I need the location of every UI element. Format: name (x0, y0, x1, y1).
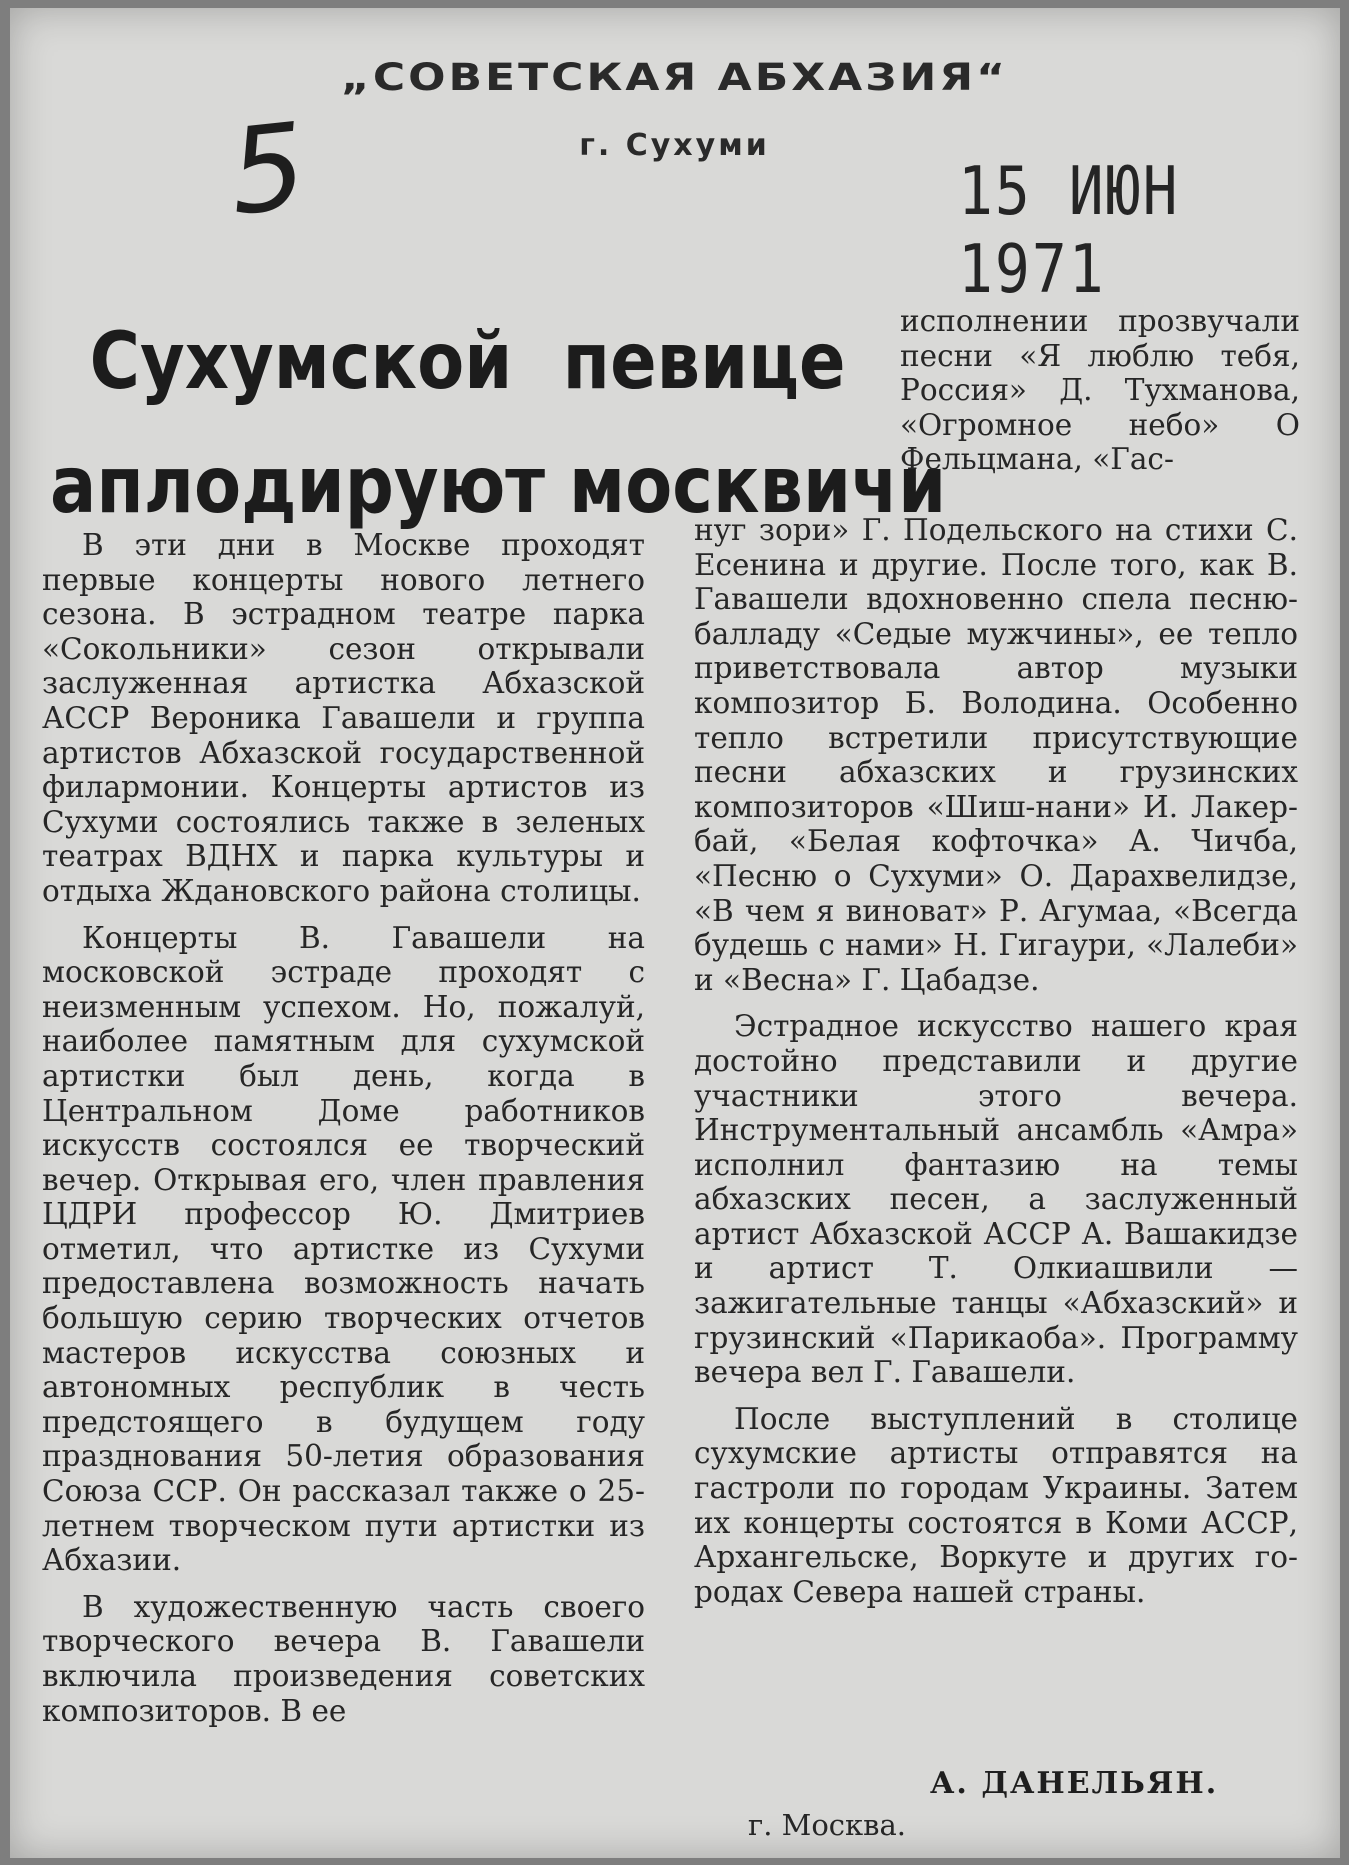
newspaper-name: „СОВЕТСКАЯ АБХАЗИЯ“ (340, 55, 1009, 100)
article-headline (50, 300, 947, 548)
article-paragraph: После выступлений в столице сухумские артисты отправятся на гастроли по городам Украины. Затем их концерты состоятся в Коми АССР, Архангельске, Воркуте и других городах Севера нашей страны. (694, 1401, 1298, 1609)
date-stamp: 15 ИЮН 1971 (958, 151, 1180, 309)
article-column-right-top (900, 304, 1300, 477)
headline-line-2: аплодируют москвичи (50, 441, 947, 531)
article-column-left (42, 528, 645, 1728)
article-paragraph: Эстрадное искусство нашего края достойно представили и другие участники этого вечера. Инструментальный ансамбль «Амра» исполнил фантазию на темы абхазских песен, а заслуженный артист Абхазской АССР А. Вашакидзе и артист Т. Олкиашвили — зажигательные танцы «Абхазский» и грузинский «Парикаоба». Программу вечера вел Г. Гавашели. (694, 1009, 1298, 1390)
article-paragraph: нуг зори» Г. Подельского на стихи С. Есенина и другие. После того, как В. Гавашели вдохновенно спела песню-балладу «Седые мужчины», ее тепло приветствовала автор музыки композитор Б. Володина. Особенно тепло встретили присутствующие песни абхазских и грузинских композиторов «Шиш-нани» И. Лакербай, «Белая кофточка» А. Чичба, «Песню о Сухуми» О. Дарахвелидзе, «В чем я виноват» Р. Агумаа, «Всегда будешь с нами» Н. Гигаури, «Лалеби» и «Весна» Г. Цабадзе. (694, 513, 1298, 997)
article-paragraph: В эти дни в Москве проходят первые концерты нового летнего сезона. В эстрадном театре парка «Сокольники» сезон открывали заслуженная артистка Абхазской АССР Вероника Гавашели и группа артистов Абхазской государственной филармонии. Концерты артистов из Сухуми состоялись также в зеленых театрах ВДНХ и парка культуры и отдыха Ждановского района столицы. (42, 528, 645, 908)
article-author: А. ДАНЕЛЬЯН. (930, 1766, 1219, 1801)
headline-line-1: Сухумской певице (89, 317, 846, 407)
article-column-right (694, 513, 1298, 1609)
dateline-city: г. Москва. (748, 1808, 906, 1842)
newspaper-city: г. Сухуми (579, 128, 770, 163)
article-paragraph: исполнении прозвучали песни «Я люблю тебя, Россия» Д. Тухманова, «Огромное небо» О Фельцмана, «Гас- (900, 304, 1300, 477)
article-paragraph: Концерты В. Гавашели на московской эстраде проходят с неизменным успехом. Но, пожалуй, наиболее памятным для сухумской артистки был день, когда в Центральном Доме работников искусств состоялся ее творческий вечер. Открывая его, член правления ЦДРИ профессор Ю. Дмитриев отметил, что артистке из Сухуми предоставлена возможность начать большую серию творческих отчетов мастеров искусства союзных и автономных республик в честь предстоящего в будущем году празднования 50-летия образования Союза ССР. Он рассказал также о 25-летнем творческом пути артистки из Абхазии. (42, 920, 645, 1578)
handwritten-number: 5 (222, 96, 313, 242)
article-paragraph: В художественную часть своего творческого вечера В. Гавашели включила произведения советских композиторов. В ее (42, 1589, 645, 1728)
